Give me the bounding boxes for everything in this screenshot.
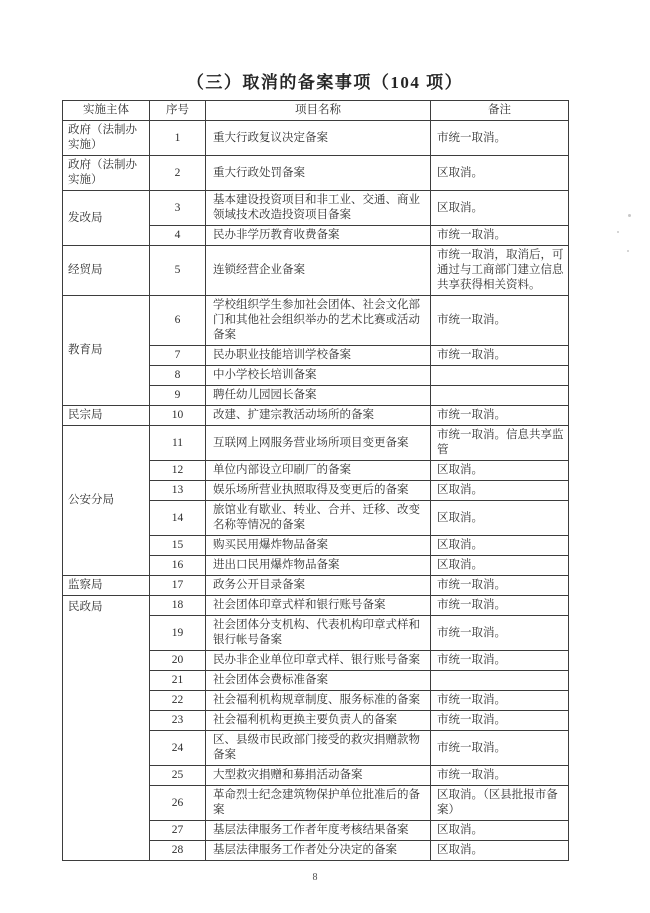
no-cell: 1 xyxy=(150,121,206,156)
no-cell: 20 xyxy=(150,651,206,671)
column-header: 备注 xyxy=(431,101,569,121)
remark-cell: 市统一取消。 xyxy=(431,296,569,346)
name-cell: 改建、扩建宗教活动场所的备案 xyxy=(206,406,431,426)
entity-cell: 民宗局 xyxy=(63,406,150,426)
no-cell: 4 xyxy=(150,226,206,246)
name-cell: 连锁经营企业备案 xyxy=(206,246,431,296)
name-cell: 民办非学历教育收费备案 xyxy=(206,226,431,246)
name-cell: 互联网上网服务营业场所项目变更备案 xyxy=(206,426,431,461)
no-cell: 13 xyxy=(150,481,206,501)
remark-cell: 市统一取消。 xyxy=(431,406,569,426)
name-cell: 重大行政处罚备案 xyxy=(206,156,431,191)
name-cell: 进出口民用爆炸物品备案 xyxy=(206,556,431,576)
remark-cell: 市统一取消。 xyxy=(431,616,569,651)
column-header: 序号 xyxy=(150,101,206,121)
name-cell: 单位内部设立印刷厂的备案 xyxy=(206,461,431,481)
no-cell: 10 xyxy=(150,406,206,426)
name-cell: 社会团体分支机构、代表机构印章式样和银行帐号备案 xyxy=(206,616,431,651)
column-header: 实施主体 xyxy=(63,101,150,121)
remark-cell xyxy=(431,366,569,386)
name-cell: 基层法律服务工作者年度考核结果备案 xyxy=(206,821,431,841)
name-cell: 基本建设投资项目和非工业、交通、商业领域技术改造投资项目备案 xyxy=(206,191,431,226)
remark-cell: 区取消。 xyxy=(431,841,569,861)
no-cell: 28 xyxy=(150,841,206,861)
remark-cell: 市统一取消。 xyxy=(431,711,569,731)
entity-cell: 政府（法制办实施） xyxy=(63,121,150,156)
remark-cell: 市统一取消，取消后，可通过与工商部门建立信息共享获得相关资料。 xyxy=(431,246,569,296)
name-cell: 革命烈士纪念建筑物保护单位批准后的备案 xyxy=(206,786,431,821)
remark-cell: 市统一取消。 xyxy=(431,226,569,246)
remark-cell: 区取消。 xyxy=(431,821,569,841)
no-cell: 5 xyxy=(150,246,206,296)
name-cell: 娱乐场所营业执照取得及变更后的备案 xyxy=(206,481,431,501)
remark-cell: 区取消。 xyxy=(431,156,569,191)
no-cell: 22 xyxy=(150,691,206,711)
remark-cell: 市统一取消。 xyxy=(431,596,569,616)
remark-cell xyxy=(431,386,569,406)
no-cell: 11 xyxy=(150,426,206,461)
remark-cell: 区取消。 xyxy=(431,536,569,556)
page-number: 8 xyxy=(312,872,318,883)
name-cell: 民办非企业单位印章式样、银行账号备案 xyxy=(206,651,431,671)
table-row xyxy=(63,576,569,596)
table-row xyxy=(63,406,569,426)
remark-cell: 区取消。 xyxy=(431,556,569,576)
remark-cell: 区取消。 xyxy=(431,501,569,536)
name-cell: 基层法律服务工作者处分决定的备案 xyxy=(206,841,431,861)
no-cell: 24 xyxy=(150,731,206,766)
no-cell: 8 xyxy=(150,366,206,386)
name-cell: 区、县级市民政部门接受的救灾捐赠款物备案 xyxy=(206,731,431,766)
no-cell: 27 xyxy=(150,821,206,841)
no-cell: 9 xyxy=(150,386,206,406)
remark-cell: 市统一取消。 xyxy=(431,766,569,786)
remark-cell: 区取消。（区县批报市备案） xyxy=(431,786,569,821)
name-cell: 购买民用爆炸物品备案 xyxy=(206,536,431,556)
column-header: 项目名称 xyxy=(206,101,431,121)
no-cell: 6 xyxy=(150,296,206,346)
name-cell: 社会团体会费标准备案 xyxy=(206,671,431,691)
no-cell: 23 xyxy=(150,711,206,731)
name-cell: 民办职业技能培训学校备案 xyxy=(206,346,431,366)
no-cell: 12 xyxy=(150,461,206,481)
name-cell: 重大行政复议决定备案 xyxy=(206,121,431,156)
table-body xyxy=(63,121,569,861)
name-cell: 学校组织学生参加社会团体、社会文化部门和其他社会组织举办的艺术比赛或活动备案 xyxy=(206,296,431,346)
table-row xyxy=(63,296,569,346)
remark-cell: 市统一取消。 xyxy=(431,346,569,366)
table-row xyxy=(63,121,569,156)
remark-cell: 区取消。 xyxy=(431,481,569,501)
no-cell: 2 xyxy=(150,156,206,191)
items-table xyxy=(62,100,569,861)
name-cell: 社会福利机构更换主要负责人的备案 xyxy=(206,711,431,731)
name-cell: 聘任幼儿园园长备案 xyxy=(206,386,431,406)
table-row xyxy=(63,156,569,191)
scan-speck xyxy=(628,214,631,217)
name-cell: 中小学校长培训备案 xyxy=(206,366,431,386)
scan-speck xyxy=(617,231,619,233)
no-cell: 17 xyxy=(150,576,206,596)
no-cell: 18 xyxy=(150,596,206,616)
entity-cell: 民政局 xyxy=(63,596,150,861)
entity-cell: 教育局 xyxy=(63,296,150,406)
no-cell: 7 xyxy=(150,346,206,366)
no-cell: 16 xyxy=(150,556,206,576)
name-cell: 大型救灾捐赠和募捐活动备案 xyxy=(206,766,431,786)
scan-speck xyxy=(627,250,629,252)
remark-cell: 区取消。 xyxy=(431,191,569,226)
remark-cell: 市统一取消。 xyxy=(431,731,569,766)
entity-cell: 经贸局 xyxy=(63,246,150,296)
remark-cell: 市统一取消。 xyxy=(431,121,569,156)
no-cell: 21 xyxy=(150,671,206,691)
header-row xyxy=(63,101,569,121)
no-cell: 26 xyxy=(150,786,206,821)
entity-cell: 政府（法制办实施） xyxy=(63,156,150,191)
page-title: （三）取消的备案事项（104 项） xyxy=(186,73,464,92)
no-cell: 3 xyxy=(150,191,206,226)
table-row xyxy=(63,191,569,226)
remark-cell: 市统一取消。 xyxy=(431,691,569,711)
name-cell: 社会福利机构规章制度、服务标准的备案 xyxy=(206,691,431,711)
name-cell: 社会团体印章式样和银行账号备案 xyxy=(206,596,431,616)
remark-cell: 市统一取消。 xyxy=(431,651,569,671)
remark-cell: 区取消。 xyxy=(431,461,569,481)
no-cell: 14 xyxy=(150,501,206,536)
entity-cell: 发改局 xyxy=(63,191,150,246)
remark-cell: 市统一取消。 xyxy=(431,576,569,596)
table-row xyxy=(63,426,569,461)
table-row xyxy=(63,246,569,296)
remark-cell xyxy=(431,671,569,691)
no-cell: 15 xyxy=(150,536,206,556)
no-cell: 19 xyxy=(150,616,206,651)
name-cell: 旅馆业有歇业、转业、合并、迁移、改变名称等情况的备案 xyxy=(206,501,431,536)
table-header xyxy=(63,101,569,121)
remark-cell: 市统一取消。信息共享监管 xyxy=(431,426,569,461)
entity-cell: 监察局 xyxy=(63,576,150,596)
name-cell: 政务公开目录备案 xyxy=(206,576,431,596)
no-cell: 25 xyxy=(150,766,206,786)
table-row xyxy=(63,596,569,616)
entity-cell: 公安分局 xyxy=(63,426,150,576)
